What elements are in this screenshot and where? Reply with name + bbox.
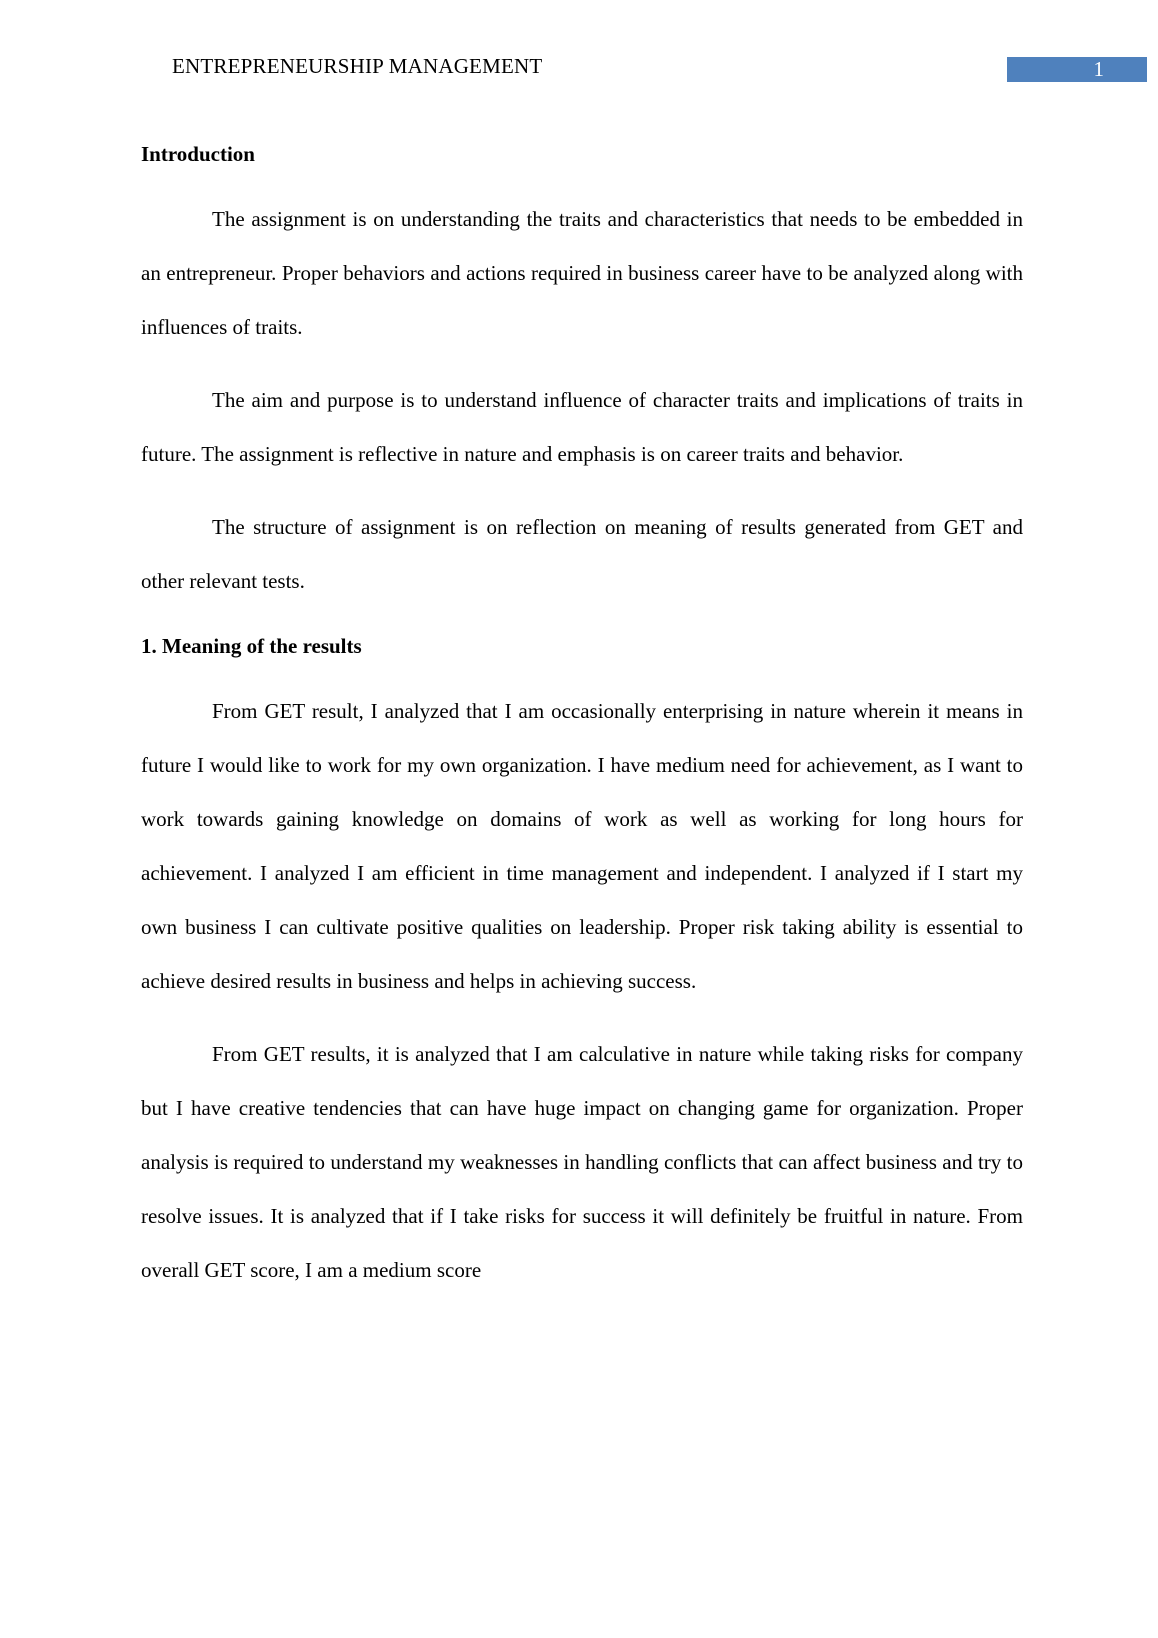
running-head: ENTREPRENEURSHIP MANAGEMENT [172, 54, 543, 78]
heading-meaning-of-results: 1. Meaning of the results [141, 634, 362, 658]
intro-paragraph-1: The assignment is on understanding the traits and characteristics that needs to be embedded in an entrepreneur. Proper behaviors and actions required in business career have to be analyzed along with influences of traits. [141, 207, 1023, 339]
page-number: 1 [1093, 57, 1104, 81]
heading-introduction: Introduction [141, 142, 255, 166]
results-paragraph-2: From GET results, it is analyzed that I am calculative in nature while taking risks for company but I have creative tendencies that can have huge impact on changing game for organization. Proper analysis is required to understand my weaknesses in handling conflicts that can affect business and try to resolve issues. It is analyzed that if I take risks for success it will definitely be fruitful in nature. From overall GET score, I am a medium score [141, 1042, 1023, 1282]
results-paragraph-1: From GET result, I analyzed that I am occasionally enterprising in nature wherein it means in future I would like to work for my own organization. I have medium need for achievement, as I want to work towards gaining knowledge on domains of work as well as working for long hours for achievement. I analyzed I am efficient in time management and independent. I analyzed if I start my own business I can cultivate positive qualities on leadership. Proper risk taking ability is essential to achieve desired results in business and helps in achieving success. [141, 699, 1023, 993]
document-body [141, 136, 1023, 1297]
intro-paragraph-3: The structure of assignment is on reflection on meaning of results generated from GET and other relevant tests. [141, 515, 1023, 593]
intro-paragraph-2: The aim and purpose is to understand influence of character traits and implications of traits in future. The assignment is reflective in nature and emphasis is on career traits and behavior. [141, 388, 1023, 466]
page-number-box [1007, 57, 1147, 82]
